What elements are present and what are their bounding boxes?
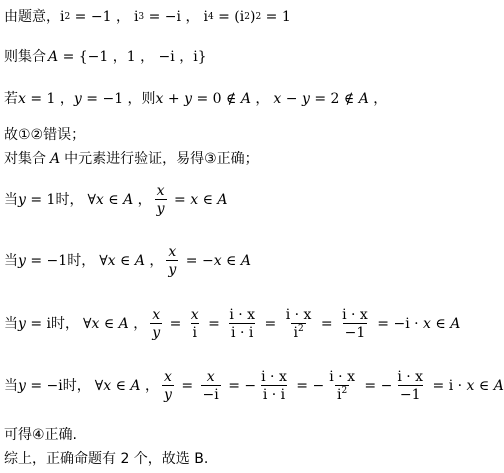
line10-text: 可得④正确. (4, 427, 78, 443)
denominator: i · i (231, 325, 254, 341)
case-y-neg1-line (4, 245, 251, 277)
numerator: i · x (397, 369, 424, 385)
conclusion-four-line (4, 428, 77, 442)
numerator: i · x (261, 369, 287, 385)
equation-text: = (260, 316, 281, 332)
element-of: ∈ (111, 378, 131, 394)
set-symbol: A (240, 91, 251, 107)
element-of: ∈ (430, 316, 451, 332)
var-y: y (18, 253, 26, 269)
numerator: x (163, 369, 172, 385)
var-x: x (190, 192, 199, 208)
then-text: 则 (141, 91, 156, 107)
element-of: ∈ (474, 378, 494, 394)
set-symbol: A (134, 253, 145, 269)
line5-rest: 中元素进行验证，易得③正确； (64, 151, 259, 167)
equation-text: = −1 ， (81, 91, 142, 107)
separator: ， (368, 91, 388, 107)
var-y: y (18, 378, 26, 394)
fraction-x-over-i (189, 308, 201, 340)
equation-text: = − (291, 378, 325, 394)
var-x: x (18, 91, 26, 107)
equation-text: = − (181, 253, 214, 269)
conclusion-wrong-line (4, 128, 85, 142)
separator: ， (128, 316, 148, 332)
equation-text: = − (223, 378, 257, 394)
forall-symbol: ∀ (94, 378, 104, 394)
line1-lead: 由题意， (4, 9, 60, 25)
line4-text: 故①②错误； (4, 127, 86, 143)
fraction-ix-over-i-squared (327, 370, 357, 402)
equation-text: = i · (428, 378, 467, 394)
set-symbol: A (217, 192, 228, 208)
var-x: x (466, 378, 475, 394)
element-of: ∈ (221, 253, 241, 269)
equation-text: = (203, 316, 225, 332)
numerator: i · x (329, 369, 355, 385)
set-symbol: A (48, 49, 59, 65)
equation-text: = i (25, 316, 52, 332)
fraction-ix-over-i-squared (284, 308, 314, 340)
equation-text: ) (249, 9, 256, 25)
denominator: y (152, 325, 161, 341)
case-y-i-line (4, 308, 460, 340)
when-text: 时， (67, 253, 96, 269)
fraction-x-over-y (155, 184, 167, 216)
equation-text: = 1 (25, 192, 56, 208)
element-of: ∈ (99, 316, 119, 332)
when-text: 时， (62, 378, 91, 394)
final-answer-line (4, 452, 208, 466)
var-x: x (107, 253, 116, 269)
operator: + (163, 91, 185, 107)
case-y-neg-i-line (4, 370, 504, 402)
case-y-1-line (4, 184, 228, 216)
fraction-ix-over-neg1 (395, 370, 425, 402)
line5-lead: 对集合 (4, 151, 46, 167)
case-lead: 当 (4, 192, 18, 208)
i-base: i (203, 9, 208, 25)
case-lead: 当 (4, 378, 18, 394)
set-symbol: A (123, 192, 134, 208)
var-x: x (155, 91, 164, 107)
verify-line (4, 152, 259, 166)
when-text: 时， (51, 316, 80, 332)
equation-text: = 0 ∉ (192, 91, 241, 107)
equation-text: = (176, 378, 198, 394)
i-base: i (133, 9, 139, 25)
separator: ， (250, 91, 270, 107)
element-of: ∈ (115, 253, 135, 269)
numerator: x (206, 369, 215, 385)
fraction-ix-over-ii (259, 370, 289, 402)
set-symbol: A (130, 378, 141, 394)
denominator (291, 323, 305, 340)
equation-text: = (i (213, 9, 245, 25)
var-x: x (273, 91, 282, 107)
operator: − (281, 91, 302, 107)
fraction-x-over-neg-i (201, 370, 221, 402)
fraction-ix-over-ii (227, 308, 257, 340)
i-base: i (336, 387, 342, 403)
equation-text: = −i (25, 378, 63, 394)
case-lead: 当 (4, 253, 18, 269)
exponent: 2 (297, 324, 304, 334)
set-symbol: A (240, 253, 251, 269)
var-y: y (73, 91, 82, 107)
forall-symbol: ∀ (83, 316, 92, 332)
denominator (335, 385, 349, 402)
separator: ， (144, 253, 164, 269)
equation-text: = 1 (261, 9, 291, 25)
set-symbol: A (493, 378, 504, 394)
fraction-x-over-y (162, 370, 174, 402)
numerator: x (156, 183, 165, 199)
var-x: x (423, 316, 431, 332)
denominator: i (192, 325, 197, 341)
fraction-x-over-y (166, 245, 178, 277)
i-base: i (293, 325, 298, 341)
denominator: y (168, 262, 177, 278)
var-x: x (91, 316, 100, 332)
numerator: i · x (342, 307, 368, 323)
numerator: x (190, 307, 199, 323)
denominator: y (156, 201, 165, 217)
fraction-x-over-y (150, 308, 162, 340)
set-elements: = {−1 ，1 ， −i ，i} (58, 49, 207, 65)
when-text: 时， (55, 192, 84, 208)
denominator: −1 (344, 325, 366, 341)
element-of: ∈ (103, 192, 124, 208)
numerator: i · x (229, 307, 256, 323)
powers-of-i-line: 由题意， i 2 = −1 ， i 3 = −i ， i 4 = (i 2 ) 2 = 1 (4, 9, 291, 25)
equation-text: = 2 ∉ (309, 91, 359, 107)
forall-symbol: ∀ (87, 192, 96, 208)
line2-lead: 则集合 (4, 49, 46, 65)
set-definition-line (4, 50, 207, 64)
var-y: y (18, 192, 26, 208)
equation-text: = 1 ， (25, 91, 74, 107)
denominator: −i (202, 387, 219, 403)
numerator: x (168, 244, 177, 260)
equation-text: = (169, 192, 191, 208)
equation-text: = −1 (25, 253, 68, 269)
var-y: y (184, 91, 193, 107)
equation-text: = −i ， (144, 9, 200, 25)
numerator: x (152, 307, 161, 323)
var-y: y (301, 91, 310, 107)
equation-text: = − (359, 378, 393, 394)
separator: ， (140, 378, 159, 394)
line3-lead: 若 (4, 91, 18, 107)
numerator: i · x (285, 307, 312, 323)
separator: ， (133, 192, 152, 208)
i-base: i (60, 9, 65, 25)
denominator: i · i (262, 387, 286, 403)
case-lead: 当 (4, 316, 18, 332)
var-x: x (95, 192, 104, 208)
denominator: −1 (399, 387, 421, 403)
line11-text: 综上，正确命题有 2 个，故选 B. (4, 451, 209, 467)
element-of: ∈ (198, 192, 218, 208)
exponent: 2 (341, 386, 348, 396)
set-symbol: A (50, 151, 61, 167)
fraction-ix-over-neg1 (340, 308, 370, 340)
var-x: x (213, 253, 222, 269)
set-symbol: A (358, 91, 369, 107)
equation-text: = −i · (372, 316, 424, 332)
equation-text: = −1 ， (70, 9, 130, 25)
set-symbol: A (450, 316, 461, 332)
counterexample-line (4, 92, 387, 106)
denominator: y (163, 387, 172, 403)
set-symbol: A (118, 316, 129, 332)
forall-symbol: ∀ (99, 253, 108, 269)
equation-text: = (165, 316, 186, 332)
var-x: x (103, 378, 112, 394)
var-y: y (18, 316, 26, 332)
equation-text: = (316, 316, 338, 332)
